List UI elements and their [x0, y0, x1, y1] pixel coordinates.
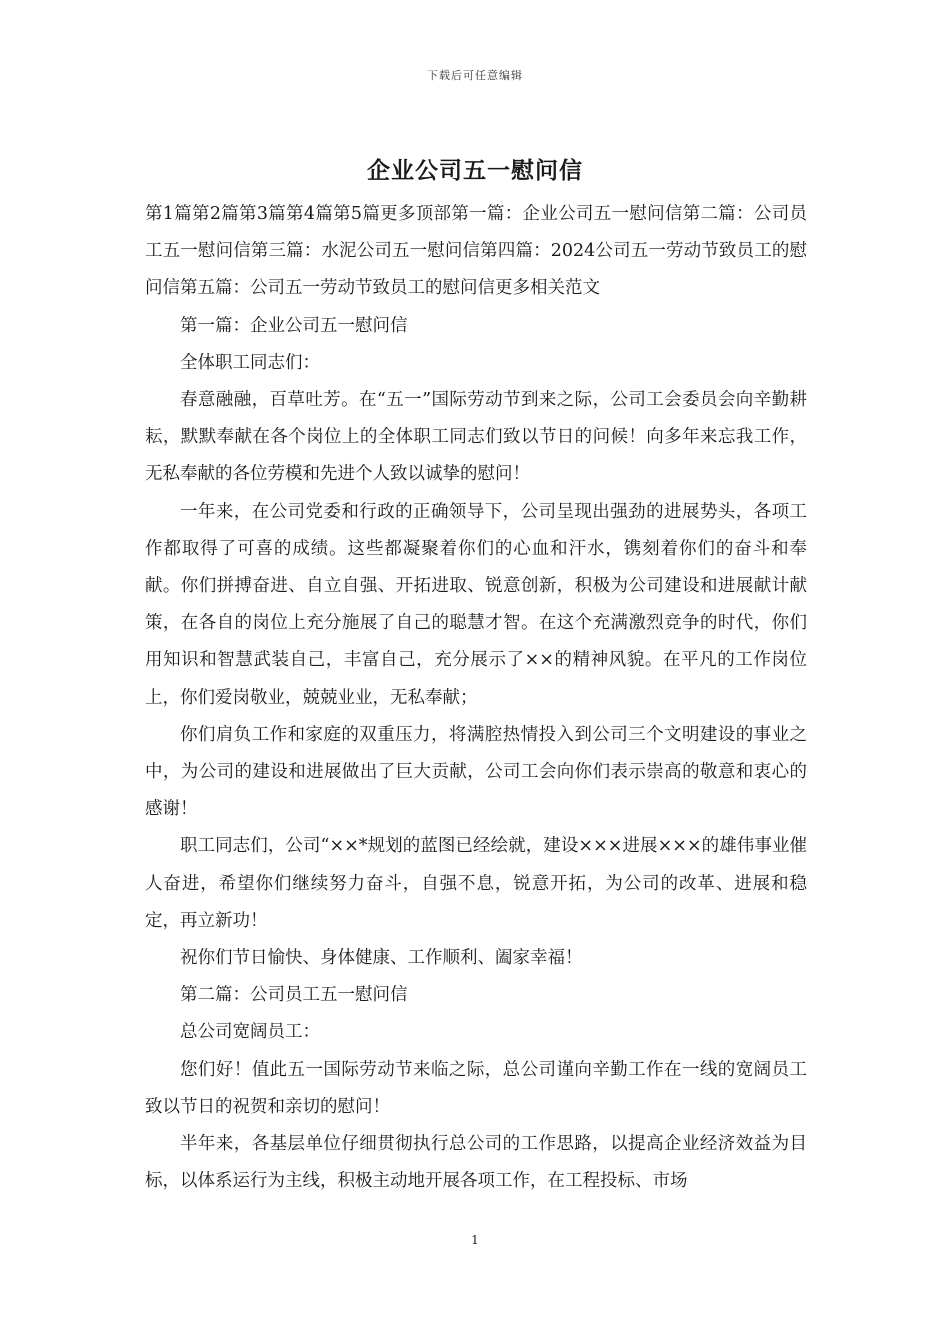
paragraph-closing-wish: 祝你们节日愉快、身体健康、工作顺利、阖家幸福！ [180, 948, 583, 969]
paragraph-salutation: 总公司宽阔员工： [180, 1022, 320, 1043]
paragraph-section-heading: 第二篇：公司员工五一慰问信 [180, 985, 408, 1006]
paragraph-section-heading: 第一篇：企业公司五一慰问信 [180, 315, 408, 336]
paragraph-salutation: 全体职工同志们： [180, 352, 320, 373]
paragraph-toc: 第1篇第2篇第3篇第4篇第5篇更多顶部第一篇：企业公司五一慰问信第二篇：公司员工五一慰问信第三篇：水泥公司五一慰问信第四篇：2024公司五一劳动节致员工的慰问信第五篇：公司五一劳动节致员工的慰问信更多相关范文 [145, 204, 807, 299]
paragraph: 春意融融，百草吐芳。在“五一”国际劳动节到来之际，公司工会委员会向辛勤耕耘，默默奉献在各个岗位上的全体职工同志们致以节日的问候！向多年来忘我工作，无私奉献的各位劳模和先进个人致以诚挚的慰问！ [145, 390, 807, 485]
paragraph: 一年来，在公司党委和行政的正确领导下，公司呈现出强劲的进展势头，各项工作都取得了可喜的成绩。这些都凝聚着你们的心血和汗水，镌刻着你们的奋斗和奉献。你们拼搏奋进、自立自强、开拓进取、锐意创新，积极为公司建设和进展献计献策，在各自的岗位上充分施展了自己的聪慧才智。在这个充满激烈竞争的时代，你们用知识和智慧武装自己，丰富自己，充分展示了××的精神风貌。在平凡的工作岗位上，你们爱岗敬业，兢兢业业，无私奉献； [145, 501, 807, 708]
paragraph: 职工同志们，公司“××*规划的蓝图已经绘就，建设×××进展×××的雄伟事业催人奋进，希望你们继续努力奋斗，自强不息，锐意开拓，为公司的改革、进展和稳定，再立新功！ [145, 836, 807, 931]
paragraph: 你们肩负工作和家庭的双重压力，将满腔热情投入到公司三个文明建设的事业之中，为公司的建设和进展做出了巨大贡献，公司工会向你们表示崇高的敬意和衷心的感谢！ [145, 724, 807, 820]
page-number: 1 [471, 1233, 479, 1247]
header-note: 下载后可任意编辑 [427, 69, 523, 82]
paragraph: 半年来，各基层单位仔细贯彻执行总公司的工作思路，以提高企业经济效益为目标，以体系运行为主线，积极主动地开展各项工作，在工程投标、市场 [145, 1134, 807, 1192]
paragraph: 您们好！值此五一国际劳动节来临之际，总公司谨向辛勤工作在一线的宽阔员工致以节日的祝贺和亲切的慰问！ [145, 1059, 807, 1117]
document-title: 企业公司五一慰问信 [367, 157, 583, 184]
document-body [145, 196, 807, 1200]
